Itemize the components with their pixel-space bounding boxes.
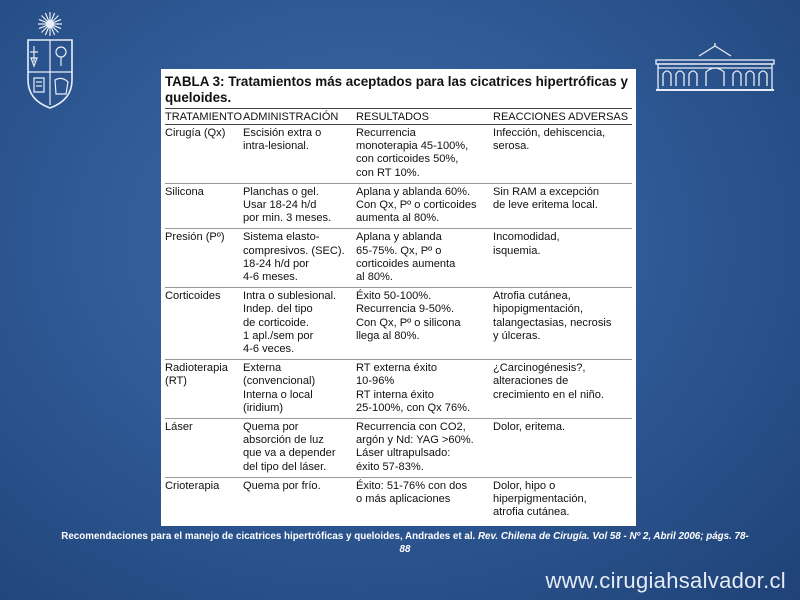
cell-resultados: Aplana y ablanda 65-75%. Qx, Pº o corticoides aumenta al 80%. <box>356 229 493 288</box>
cell-reacciones: Incomodidad, isquemia. <box>493 229 632 288</box>
table-row <box>165 477 632 522</box>
cell-tratamiento: Cirugía (Qx) <box>165 125 243 184</box>
cell-reacciones: ¿Carcinogénesis?, alteraciones de crecimiento en el niño. <box>493 360 632 419</box>
cell-reacciones: Sin RAM a excepción de leve eritema local. <box>493 183 632 229</box>
cell-tratamiento: Presión (Pº) <box>165 229 243 288</box>
cell-resultados: Éxito 50-100%. Recurrencia 9-50%. Con Qx, Pº o silicona llega al 80%. <box>356 288 493 360</box>
header-tratamiento: TRATAMIENTO <box>165 109 243 125</box>
citation-caption <box>60 530 750 556</box>
cell-tratamiento: Silicona <box>165 183 243 229</box>
cell-resultados: Aplana y ablanda 60%. Con Qx, Pº o corticoides aumenta al 80%. <box>356 183 493 229</box>
header-administracion: ADMINISTRACIÓN <box>243 109 356 125</box>
cell-tratamiento: Radioterapia (RT) <box>165 360 243 419</box>
hospital-building-icon <box>654 42 776 94</box>
header-reacciones-adversas: REACCIONES ADVERSAS <box>493 109 632 125</box>
treatments-table <box>165 108 632 522</box>
cell-administracion: Escisión extra o intra-lesional. <box>243 125 356 184</box>
cell-tratamiento: Corticoides <box>165 288 243 360</box>
citation-journal: Rev. Chilena de Cirugía. Vol 58 - Nº 2, Abril 2006; págs. 78-88 <box>399 531 749 555</box>
table-row <box>165 125 632 184</box>
cell-reacciones: Atrofia cutánea, hipopigmentación, talangectasias, necrosis y úlceras. <box>493 288 632 360</box>
table-row <box>165 288 632 360</box>
cell-reacciones: Dolor, eritema. <box>493 419 632 478</box>
cell-administracion: Quema por absorción de luz que va a depender del tipo del láser. <box>243 419 356 478</box>
website-url: www.cirugiahsalvador.cl <box>545 568 786 593</box>
cell-reacciones: Infección, dehiscencia, serosa. <box>493 125 632 184</box>
table-row <box>165 419 632 478</box>
table-row <box>165 360 632 419</box>
citation-text: Recomendaciones para el manejo de cicatrices hipertróficas y queloides, Andrades et al. <box>61 531 478 542</box>
cell-resultados: RT externa éxito 10-96% RT interna éxito 25-100%, con Qx 76%. <box>356 360 493 419</box>
cell-administracion: Sistema elasto- compresivos. (SEC). 18-24 h/d por 4-6 meses. <box>243 229 356 288</box>
cell-tratamiento: Crioterapia <box>165 479 220 492</box>
header-resultados: RESULTADOS <box>356 109 493 125</box>
cell-administracion: Externa (convencional) Interna o local (iridium) <box>243 360 356 419</box>
cell-resultados: Recurrencia con CO2, argón y Nd: YAG >60%. Láser ultrapulsado: éxito 57-83%. <box>356 419 493 478</box>
table-title: TABLA 3: Tratamientos más aceptados para las cicatrices hipertróficas y queloides. <box>165 74 628 105</box>
cell-administracion: Quema por frío. <box>243 479 321 492</box>
cell-tratamiento: Láser <box>165 419 243 478</box>
treatments-table-card <box>161 69 636 526</box>
table-row <box>165 183 632 229</box>
cell-administracion: Intra o sublesional. Indep. del tipo de corticoide. 1 apl./sem por 4-6 veces. <box>243 288 356 360</box>
cell-resultados: Recurrencia monoterapia 45-100%, con corticoides 50%, con RT 10%. <box>356 125 493 184</box>
university-seal-icon <box>22 10 78 110</box>
cell-reacciones: Dolor, hipo o hiperpigmentación, atrofia cutánea. <box>493 479 587 519</box>
cell-resultados: Éxito: 51-76% con dos o más aplicaciones <box>356 479 468 506</box>
table-header-row <box>165 109 632 125</box>
table-row <box>165 229 632 288</box>
cell-administracion: Planchas o gel. Usar 18-24 h/d por min. 3 meses. <box>243 183 356 229</box>
